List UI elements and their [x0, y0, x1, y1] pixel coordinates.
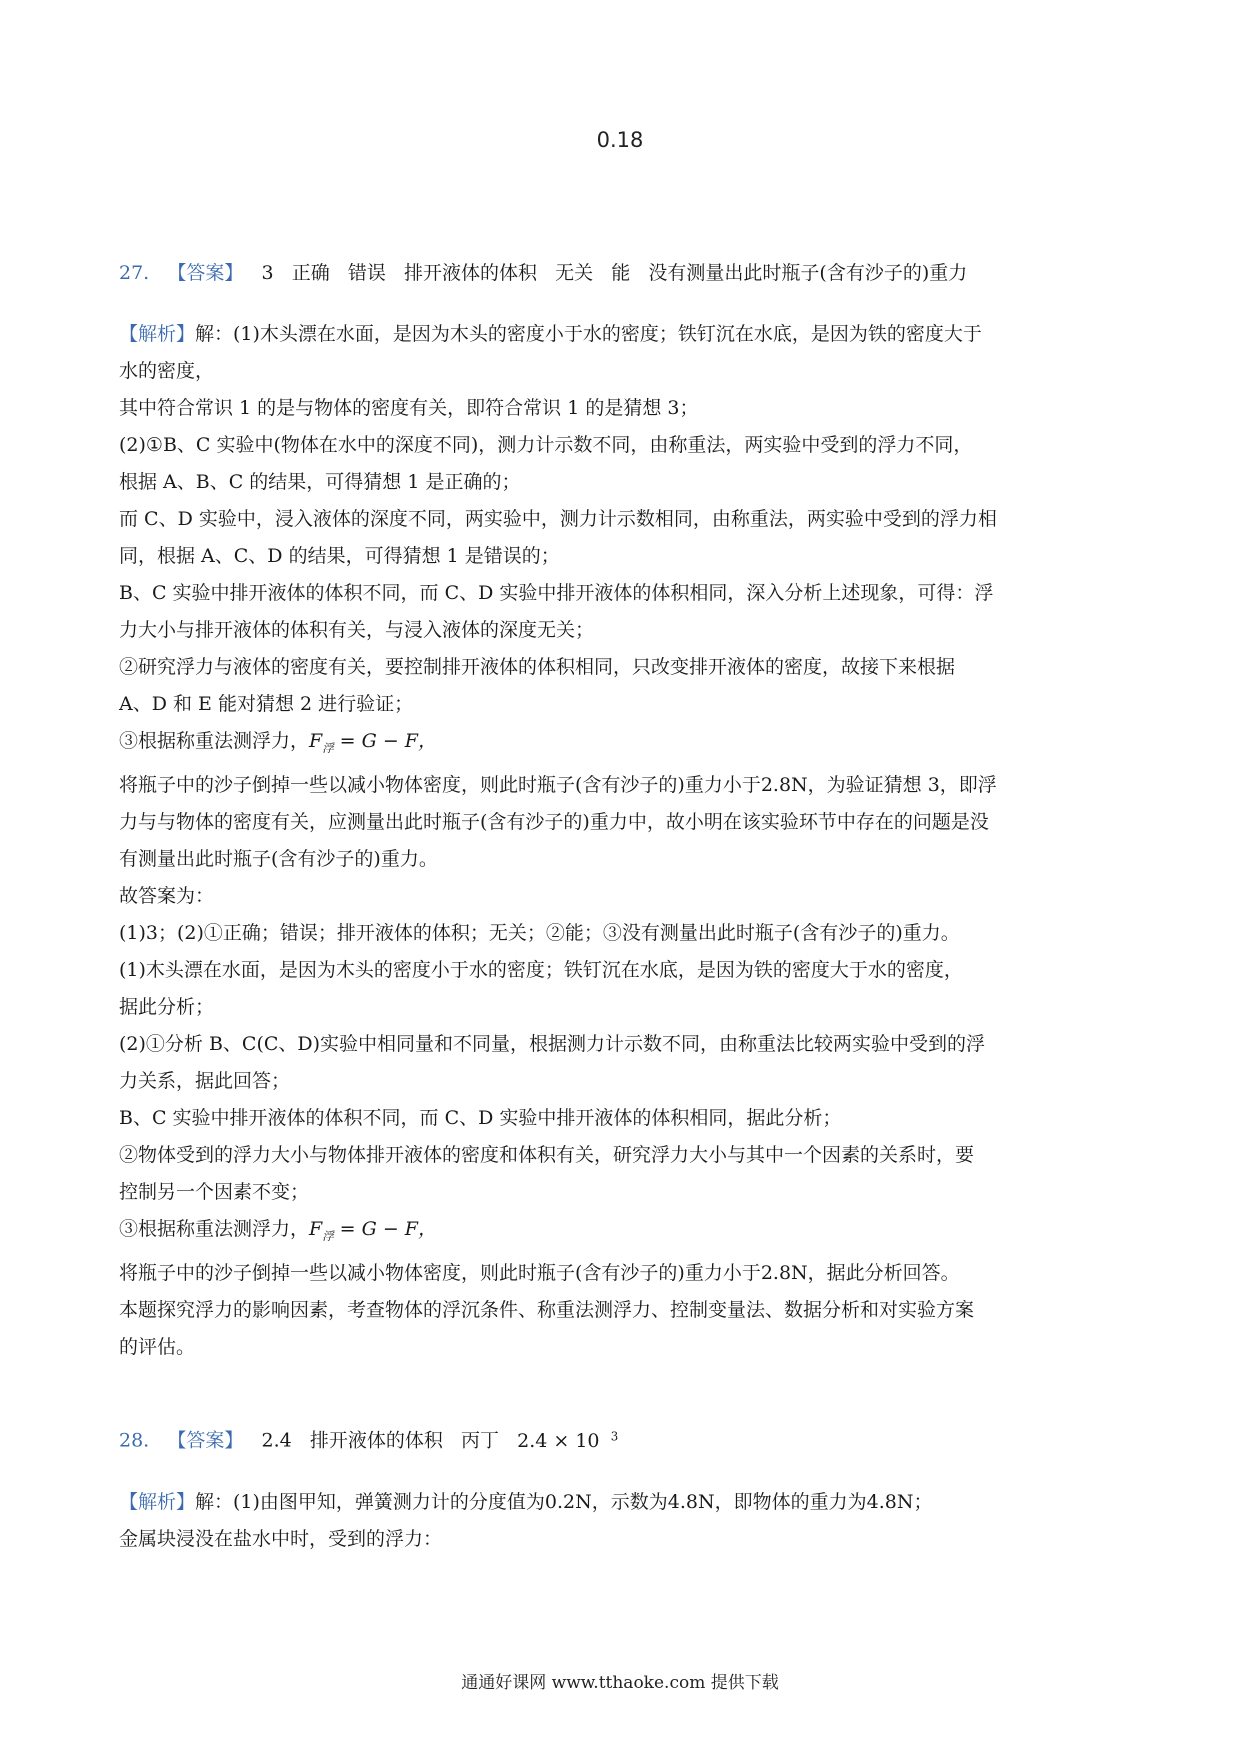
q27-answer-3: 错误: [347, 262, 386, 284]
analysis-line: 的评估。: [119, 1336, 196, 1359]
analysis-line: 金属块浸没在盐水中时，受到的浮力：: [119, 1527, 443, 1550]
q27-number: 27.: [119, 262, 150, 284]
q28-number: 28.: [119, 1429, 150, 1452]
page-content: [119, 255, 1129, 1558]
analysis-line: 力关系，据此回答；: [119, 1070, 291, 1093]
analysis-line: ②物体受到的浮力大小与物体排开液体的密度和体积有关，研究浮力大小与其中一个因素的关系时，要: [119, 1144, 975, 1167]
analysis-line: (1)木头漂在水面，是因为木头的密度小于水的密度；铁钉沉在水底，是因为铁的密度大于水的密度，: [119, 959, 963, 982]
q27-analysis-line: [119, 316, 1129, 353]
q28-analysis-tag: 【解析】: [119, 1490, 196, 1513]
q27-answer-2: 正确: [291, 262, 330, 284]
analysis-line: A、D 和 E 能对猜想 2 进行验证；: [119, 693, 414, 715]
analysis-line: 而 C、D 实验中，浸入液体的深度不同，两实验中，测力计示数相同，由称重法，两实验中受到的浮力相: [119, 508, 997, 530]
q28-answer-4: 2.4 × 10 $^3$: [517, 1429, 619, 1452]
q27-answer-line: [119, 255, 1129, 292]
analysis-line: 将瓶子中的沙子倒掉一些以减小物体密度，则此时瓶子(含有沙子的)重力小于2.8N，为验证猜想 3，即浮: [119, 774, 997, 797]
formula-line: ③根据称重法测浮力，$F_浮 = G - F$，: [119, 1218, 437, 1244]
analysis-line: (2)①B、C 实验中(物体在水中的深度不同)，测力计示数不同，由称重法，两实验中受到的浮力不同，: [119, 434, 973, 456]
q27-answer-7: 没有测量出此时瓶子(含有沙子的)重力: [648, 262, 968, 284]
q28-answer-tag: 【答案】: [167, 1429, 244, 1452]
analysis-text: 解：(1)由图甲知，弹簧测力计的分度值为0.2N，示数为4.8N，即物体的重力为4.8N；: [195, 1490, 933, 1513]
analysis-line: 有测量出此时瓶子(含有沙子的)重力。: [119, 848, 438, 871]
q27-answer-5: 无关: [555, 262, 594, 284]
q28-answer-line: [119, 1418, 1129, 1459]
formula-F: F: [309, 1218, 323, 1241]
q28-answer-2: 排开液体的体积: [309, 1429, 443, 1452]
analysis-line: 故答案为：: [119, 885, 215, 908]
formula-subscript: 浮: [322, 741, 334, 756]
analysis-line: 力与与物体的密度有关，应测量出此时瓶子(含有沙子的)重力中，故小明在该实验环节中存在的问题是没: [119, 811, 989, 834]
q27-analysis-tag: 【解析】: [119, 323, 196, 345]
formula-line: ③根据称重法测浮力，$F_浮 = G - F$，: [119, 730, 437, 756]
formula-rhs: = G − F，: [333, 1218, 437, 1241]
analysis-line: ②研究浮力与液体的密度有关，要控制排开液体的体积相同，只改变排开液体的密度，故接下来根据: [119, 656, 956, 678]
formula-rhs: = G − F，: [333, 730, 437, 752]
q27-answer-4: 排开液体的体积: [403, 262, 537, 284]
analysis-line: 根据 A、B、C 的结果，可得猜想 1 是正确的；: [119, 471, 521, 493]
page-number: 0.18: [596, 128, 644, 152]
q28-answer-3: 丙丁: [460, 1429, 499, 1452]
q28-answer-1: 2.4: [261, 1429, 292, 1452]
analysis-text: 解：(1)木头漂在水面，是因为木头的密度小于水的密度；铁钉沉在水底，是因为铁的密度大于: [195, 323, 982, 345]
footer-credit: 通通好课网 www.tthaoke.com 提供下载: [461, 1673, 779, 1693]
analysis-line: 水的密度，: [119, 360, 215, 382]
formula-subscript: 浮: [322, 1229, 334, 1244]
analysis-line: 其中符合常识 1 的是与物体的密度有关，即符合常识 1 的是猜想 3；: [119, 397, 699, 419]
q28-analysis-line: [119, 1484, 1129, 1521]
q28-answer-exponent: 3: [610, 1429, 619, 1444]
analysis-line: 控制另一个因素不变；: [119, 1181, 310, 1204]
analysis-line: 将瓶子中的沙子倒掉一些以减小物体密度，则此时瓶子(含有沙子的)重力小于2.8N，据此分析回答。: [119, 1262, 960, 1285]
q27-answer-6: 能: [611, 262, 631, 284]
q27-answer-1: 3: [261, 262, 274, 284]
analysis-line: 同，根据 A、C、D 的结果，可得猜想 1 是错误的；: [119, 545, 560, 567]
q27-answer-tag: 【答案】: [167, 262, 244, 284]
analysis-line: 据此分析；: [119, 996, 215, 1019]
analysis-line: B、C 实验中排开液体的体积不同，而 C、D 实验中排开液体的体积相同，据此分析；: [119, 1107, 842, 1130]
analysis-line: 力大小与排开液体的体积有关，与浸入液体的深度无关；: [119, 619, 595, 641]
formula-F: F: [309, 730, 323, 752]
analysis-line: (1)3；(2)①正确；错误；排开液体的体积；无关；②能；③没有测量出此时瓶子(含有沙子的)重力。: [119, 922, 960, 945]
analysis-line: B、C 实验中排开液体的体积不同，而 C、D 实验中排开液体的体积相同，深入分析上述现象，可得：浮: [119, 582, 994, 604]
analysis-line: 本题探究浮力的影响因素，考查物体的浮沉条件、称重法测浮力、控制变量法、数据分析和对实验方案: [119, 1299, 975, 1322]
analysis-line: (2)①分析 B、C(C、D)实验中相同量和不同量，根据测力计示数不同，由称重法比较两实验中受到的浮: [119, 1033, 986, 1056]
